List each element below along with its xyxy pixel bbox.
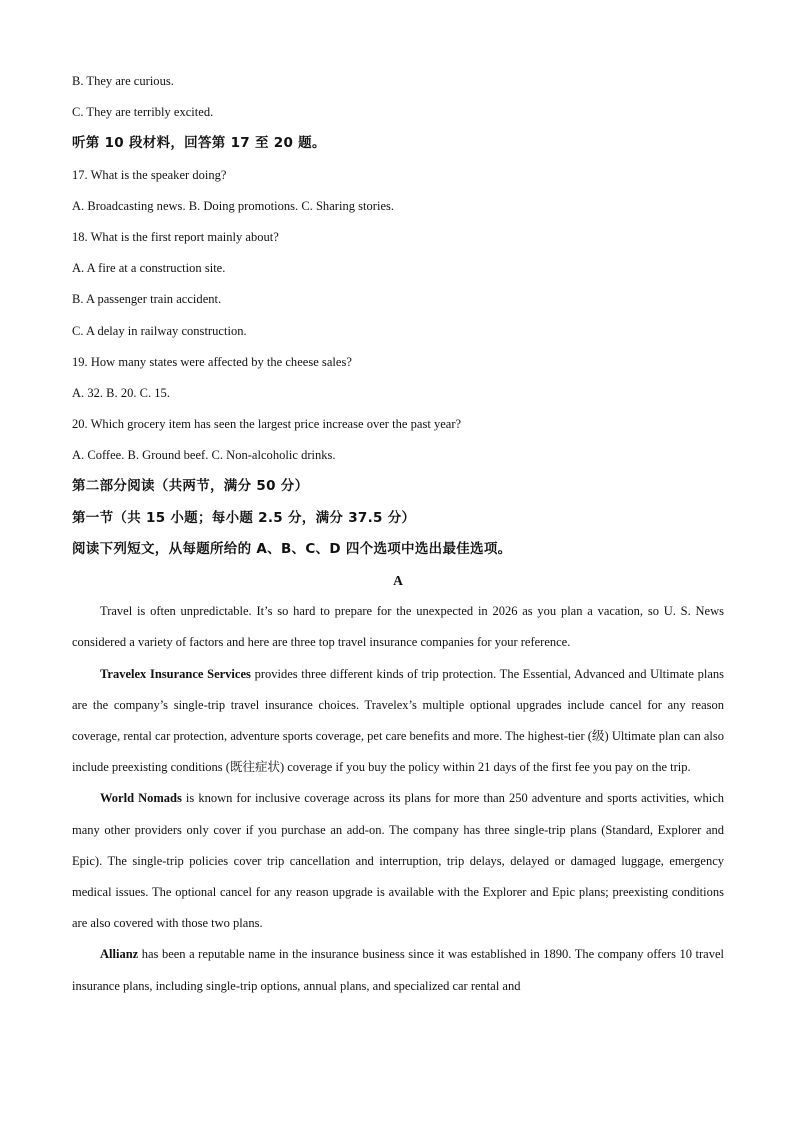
paragraph-world-nomads xyxy=(72,783,724,939)
passage-title: A xyxy=(393,573,403,588)
question-18-option-b: B. A passenger train accident. xyxy=(72,292,222,307)
question-18-option-c: C. A delay in railway construction. xyxy=(72,323,247,338)
question-19-options: A. 32. B. 20. C. 15. xyxy=(72,385,170,400)
company-name-travelex: Travelex Insurance Services xyxy=(100,666,251,681)
paragraph-world-nomads-text: is known for inclusive coverage across its plans for more than 250 adventure and sports activities, which many other providers only cover if you purchase an add-on. The company has three single-trip plans (Standard, Explorer and Epic). The single-trip policies cover trip cancellation and interruption, trip delays, delayed or damaged luggage, emergency medical issues. The optional cancel for any reason upgrade is available with the Explorer and Epic plans; preexisting conditions are also covered with those two plans. xyxy=(72,791,724,931)
paragraph-travelex xyxy=(72,659,724,784)
company-name-world-nomads: World Nomads xyxy=(100,791,182,806)
section-10-instruction: 听第 10 段材料，回答第 17 至 20 题。 xyxy=(72,135,326,152)
line-option-b: B. They are curious. xyxy=(72,74,174,88)
paragraph-allianz xyxy=(72,939,724,1001)
question-17-options: A. Broadcasting news. B. Doing promotions. C. Sharing stories. xyxy=(72,198,395,213)
question-20-options: A. Coffee. B. Ground beef. C. Non-alcoholic drinks. xyxy=(72,448,336,463)
document-page xyxy=(72,66,724,1002)
question-18: 18. What is the first report mainly about? xyxy=(72,229,279,244)
section-one-title: 第一节（共 15 小题；每小题 2.5 分，满分 37.5 分） xyxy=(72,509,416,526)
line-option-c: C. They are terribly excited. xyxy=(72,105,214,120)
company-name-allianz: Allianz xyxy=(100,947,139,962)
question-17: 17. What is the speaker doing? xyxy=(72,167,227,182)
question-18-option-a: A. A fire at a construction site. xyxy=(72,261,226,276)
paragraph-intro xyxy=(72,596,724,658)
paragraph-allianz-text: has been a reputable name in the insurance business since it was established in 1890. The company offers 10 travel insurance plans, including single-trip options, annual plans, and specialized car rental and xyxy=(72,947,724,993)
part-two-title: 第二部分阅读（共两节，满分 50 分） xyxy=(72,478,309,495)
paragraph-intro-text: Travel is often unpredictable. It’s so hard to prepare for the unexpected in 2026 as you plan a vacation, so U. S. News considered a variety of factors and here are three top travel insurance companies for your reference. xyxy=(72,604,724,650)
paragraph-travelex-text: provides three different kinds of trip protection. The Essential, Advanced and Ultimate plans are the company’s single-trip travel insurance choices. Travelex’s multiple optional upgrades include cancel for any reason coverage, rental car protection, adventure sports coverage, pet care benefits and more. The highest-tier (级) Ultimate plan can also include preexisting conditions (既往症状) coverage if you buy the policy within 21 days of the first fee you pay on the trip. xyxy=(72,666,724,775)
question-20: 20. Which grocery item has seen the largest price increase over the past year? xyxy=(72,417,462,432)
question-19: 19. How many states were affected by the cheese sales? xyxy=(72,354,352,369)
reading-instruction: 阅读下列短文，从每题所给的 A、B、C、D 四个选项中选出最佳选项。 xyxy=(72,540,512,557)
